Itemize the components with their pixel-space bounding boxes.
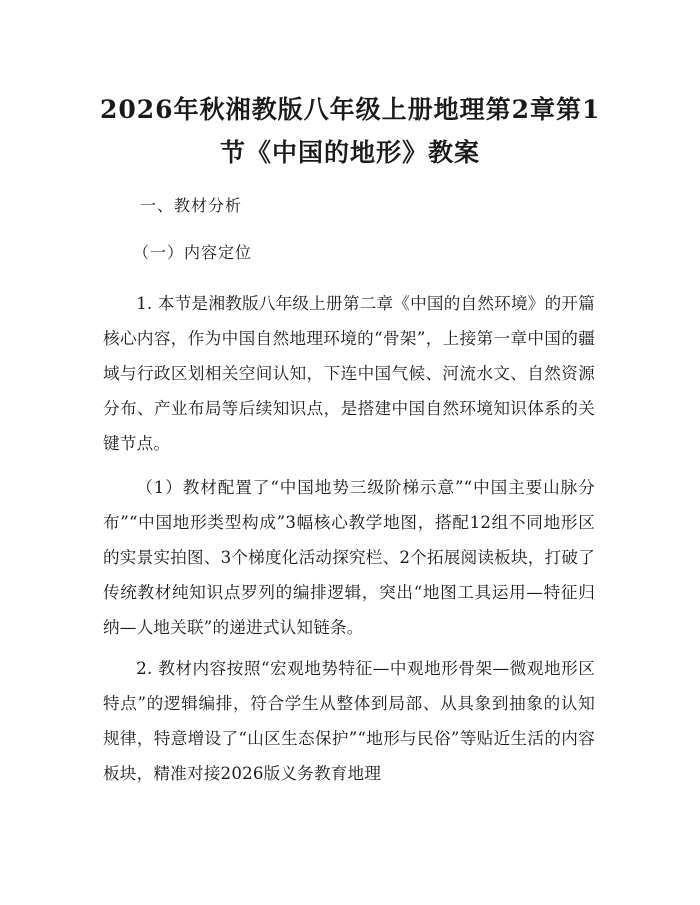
paragraph-1: 1. 本节是湘教版八年级上册第二章《中国的自然环境》的开篇核心内容，作为中国自然地理环境的“骨架”，上接第一章中国的疆域与行政区划相关空间认知，下连中国气候、河流水文、自然资源分布、产业布局等后续知识点，是搭建中国自然环境知识体系的关键节点。 <box>103 294 595 453</box>
document-title-line-1: 2026年秋湘教版八年级上册地理第2章第1 <box>100 95 601 124</box>
paragraph-3: 2. 教材内容按照“宏观地势特征—中观地形骨架—微观地形区特点”的逻辑编排，符合学生从整体到局部、从具象到抽象的认知规律，特意增设了“山区生态保护”“地形与民俗”等贴近生活的内容板块，精准对接2026版义务教育地理 <box>103 659 595 783</box>
paragraph-2: （1）教材配置了“中国地势三级阶梯示意”“中国主要山脉分布”“中国地形类型构成”3幅核心教学地图，搭配12组不同地形区的实景实拍图、3个梯度化活动探究栏、2个拓展阅读板块，打破了传统教材纯知识点罗列的编排逻辑，突出“地图工具运用—特征归纳—人地关联”的递进式认知链条。 <box>103 478 595 637</box>
section-heading: 一、教材分析 <box>140 196 243 215</box>
document-title-line-2: 节《中国的地形》教案 <box>219 138 480 167</box>
subsection-heading: （一）内容定位 <box>133 243 253 262</box>
